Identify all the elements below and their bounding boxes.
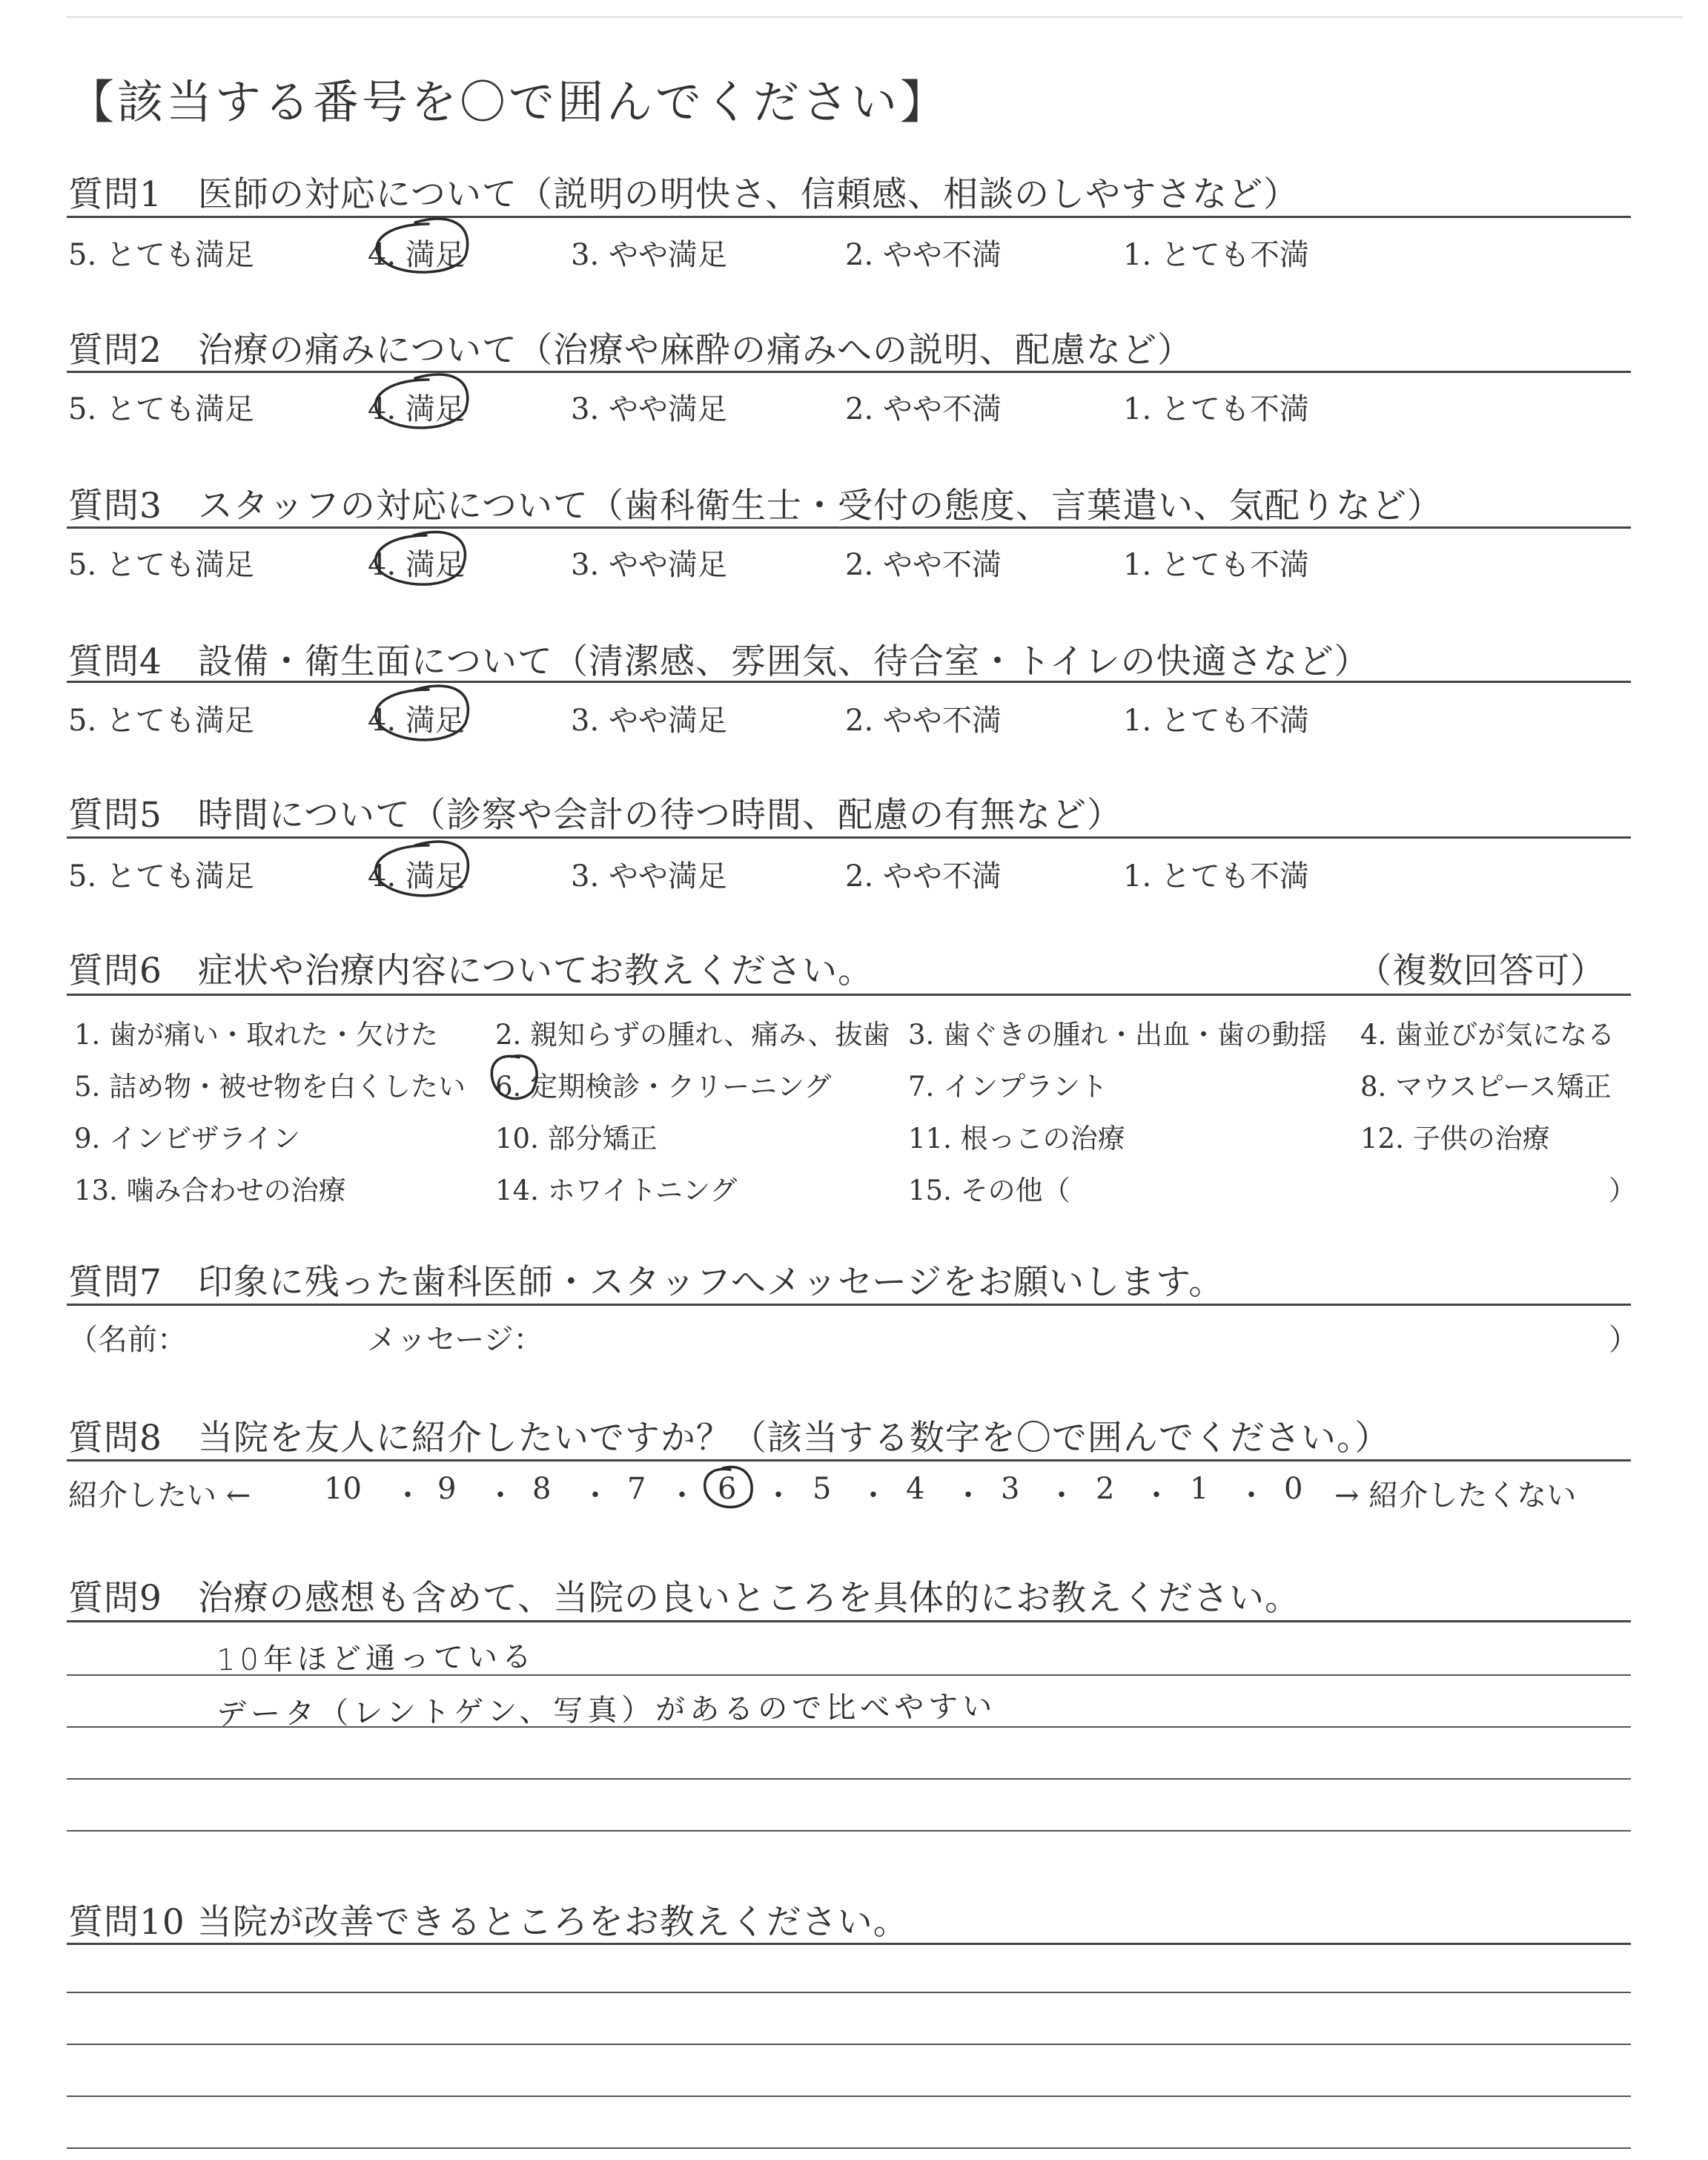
q9-answer-line-2: データ（レントゲン、写真）があるので比べやすい bbox=[216, 1689, 997, 1732]
answer-line bbox=[67, 2044, 1631, 2045]
q1-option-4[interactable]: 4. 満足 bbox=[368, 238, 465, 272]
q4-option-5[interactable]: 5. とても満足 bbox=[68, 704, 254, 738]
answer-line bbox=[67, 1992, 1631, 1993]
q6-option-8[interactable]: 8. マウスピース矯正 bbox=[1360, 1071, 1612, 1103]
question-9-rule bbox=[67, 1620, 1631, 1622]
q8-dot: ・ bbox=[486, 1479, 515, 1513]
question-3-title: 質問3 スタッフの対応について（歯科衛生士・受付の態度、言葉遣い、気配りなど） bbox=[68, 486, 1443, 526]
q6-option-5[interactable]: 5. 詰め物・被せ物を白くしたい bbox=[74, 1071, 466, 1103]
q8-number-7[interactable]: 7 bbox=[627, 1472, 646, 1506]
q4-option-2[interactable]: 2. やや不満 bbox=[845, 704, 1002, 738]
q7-name-label: （名前： bbox=[68, 1323, 187, 1357]
q8-left-label: 紹介したい ← bbox=[68, 1479, 251, 1513]
q3-option-5[interactable]: 5. とても満足 bbox=[68, 548, 254, 582]
q6-option-12[interactable]: 12. 子供の治療 bbox=[1360, 1123, 1550, 1155]
q5-option-5[interactable]: 5. とても満足 bbox=[68, 859, 254, 894]
q8-dot: ・ bbox=[953, 1479, 983, 1513]
question-2-rule bbox=[67, 371, 1631, 373]
question-7-title: 質問7 印象に残った歯科医師・スタッフへメッセージをお願いします。 bbox=[68, 1262, 1225, 1303]
q5-option-3[interactable]: 3. やや満足 bbox=[571, 859, 727, 894]
q6-option-6[interactable]: 6. 定期検診・クリーニング bbox=[495, 1071, 832, 1103]
q3-option-4[interactable]: 4. 満足 bbox=[368, 548, 465, 582]
question-5-rule bbox=[67, 836, 1631, 839]
q8-dot: ・ bbox=[1237, 1479, 1266, 1513]
question-8-title: 質問8 当院を友人に紹介したいですか？（該当する数字を〇で囲んでください。） bbox=[68, 1418, 1391, 1459]
q1-option-3[interactable]: 3. やや満足 bbox=[571, 238, 727, 272]
q8-number-10[interactable]: 10 bbox=[324, 1472, 362, 1506]
q6-option-15-close-paren: ） bbox=[1609, 1175, 1636, 1206]
q1-option-5[interactable]: 5. とても満足 bbox=[68, 238, 254, 272]
question-5-title: 質問5 時間について（診察や会計の待つ時間、配慮の有無など） bbox=[68, 795, 1122, 836]
q8-number-1[interactable]: 1 bbox=[1190, 1472, 1209, 1506]
q6-option-15[interactable]: 15. その他（ bbox=[908, 1175, 1070, 1206]
q5-option-2[interactable]: 2. やや不満 bbox=[845, 859, 1002, 894]
question-4-title: 質問4 設備・衛生面について（清潔感、雰囲気、待合室・トイレの快適さなど） bbox=[68, 641, 1370, 682]
q8-dot: ・ bbox=[580, 1479, 610, 1513]
question-10-rule bbox=[67, 1943, 1631, 1945]
q8-dot: ・ bbox=[858, 1479, 888, 1513]
q6-option-10[interactable]: 10. 部分矯正 bbox=[495, 1123, 658, 1155]
answer-line bbox=[67, 1726, 1631, 1728]
q5-option-4[interactable]: 4. 満足 bbox=[368, 859, 465, 894]
q6-option-2[interactable]: 2. 親知らずの腫れ、痛み、抜歯 bbox=[495, 1019, 890, 1051]
q4-option-4[interactable]: 4. 満足 bbox=[368, 704, 465, 738]
q8-dot: ・ bbox=[667, 1479, 697, 1513]
answer-line bbox=[67, 2095, 1631, 2097]
q8-number-0[interactable]: 0 bbox=[1284, 1472, 1303, 1506]
question-3-rule bbox=[67, 526, 1631, 529]
q8-number-3[interactable]: 3 bbox=[1001, 1472, 1020, 1506]
q7-close-paren: ） bbox=[1609, 1323, 1638, 1357]
question-1-rule bbox=[67, 216, 1631, 218]
q3-option-3[interactable]: 3. やや満足 bbox=[571, 548, 727, 582]
question-1-title: 質問1 医師の対応について（説明の明快さ、信頼感、相談のしやすさなど） bbox=[68, 174, 1300, 215]
question-9-title: 質問9 治療の感想も含めて、当院の良いところを具体的にお教えください。 bbox=[68, 1578, 1300, 1619]
q6-option-14[interactable]: 14. ホワイトニング bbox=[495, 1175, 738, 1206]
q9-answer-line-1: 10年ほど通っている bbox=[216, 1639, 537, 1678]
q8-dot: ・ bbox=[393, 1479, 423, 1513]
q4-option-3[interactable]: 3. やや満足 bbox=[571, 704, 727, 738]
q6-option-3[interactable]: 3. 歯ぐきの腫れ・出血・歯の動揺 bbox=[908, 1019, 1328, 1051]
q2-option-2[interactable]: 2. やや不満 bbox=[845, 392, 1002, 426]
q6-option-7[interactable]: 7. インプラント bbox=[908, 1071, 1108, 1103]
q1-option-2[interactable]: 2. やや不満 bbox=[845, 238, 1002, 272]
q2-option-4[interactable]: 4. 満足 bbox=[368, 392, 465, 426]
q8-number-9[interactable]: 9 bbox=[437, 1472, 457, 1506]
q7-message-label: メッセージ： bbox=[367, 1323, 543, 1357]
answer-line bbox=[67, 1778, 1631, 1780]
q2-option-3[interactable]: 3. やや満足 bbox=[571, 392, 727, 426]
q2-option-1[interactable]: 1. とても不満 bbox=[1123, 392, 1309, 426]
q2-option-5[interactable]: 5. とても満足 bbox=[68, 392, 254, 426]
question-6-rule bbox=[67, 994, 1631, 996]
q3-option-1[interactable]: 1. とても不満 bbox=[1123, 548, 1309, 582]
q8-dot: ・ bbox=[1142, 1479, 1171, 1513]
q8-dot: ・ bbox=[1047, 1479, 1076, 1513]
q5-option-1[interactable]: 1. とても不満 bbox=[1123, 859, 1309, 894]
q8-number-5[interactable]: 5 bbox=[812, 1472, 832, 1506]
q4-option-1[interactable]: 1. とても不満 bbox=[1123, 704, 1309, 738]
q3-option-2[interactable]: 2. やや不満 bbox=[845, 548, 1002, 582]
q8-number-6[interactable]: 6 bbox=[718, 1472, 737, 1506]
q6-option-9[interactable]: 9. インビザライン bbox=[74, 1123, 300, 1155]
question-7-rule bbox=[67, 1304, 1631, 1306]
answer-line bbox=[67, 1830, 1631, 1832]
question-6-title: 質問6 症状や治療内容についてお教えください。 bbox=[68, 951, 873, 991]
question-6-note: （複数回答可） bbox=[1357, 951, 1606, 991]
q6-option-4[interactable]: 4. 歯並びが気になる bbox=[1360, 1019, 1615, 1051]
question-2-title: 質問2 治療の痛みについて（治療や麻酔の痛みへの説明、配慮など） bbox=[68, 330, 1194, 371]
q6-option-13[interactable]: 13. 噛み合わせの治療 bbox=[74, 1175, 346, 1206]
q8-number-8[interactable]: 8 bbox=[532, 1472, 552, 1506]
page-title: 【該当する番号を〇で囲んでください】 bbox=[68, 75, 950, 129]
answer-line bbox=[67, 1674, 1631, 1676]
answer-line bbox=[67, 2147, 1631, 2149]
q8-right-label: → 紹介したくない bbox=[1334, 1479, 1577, 1513]
q1-option-1[interactable]: 1. とても不満 bbox=[1123, 238, 1309, 272]
q6-option-1[interactable]: 1. 歯が痛い・取れた・欠けた bbox=[74, 1019, 439, 1051]
q8-dot: ・ bbox=[764, 1479, 793, 1513]
question-10-title: 質問10 当院が改善できるところをお教えください。 bbox=[68, 1902, 909, 1943]
question-8-rule bbox=[67, 1459, 1631, 1462]
question-4-rule bbox=[67, 681, 1631, 683]
q8-number-4[interactable]: 4 bbox=[906, 1472, 925, 1506]
q6-option-11[interactable]: 11. 根っこの治療 bbox=[908, 1123, 1125, 1155]
q8-number-2[interactable]: 2 bbox=[1096, 1472, 1115, 1506]
top-border bbox=[67, 16, 1683, 18]
